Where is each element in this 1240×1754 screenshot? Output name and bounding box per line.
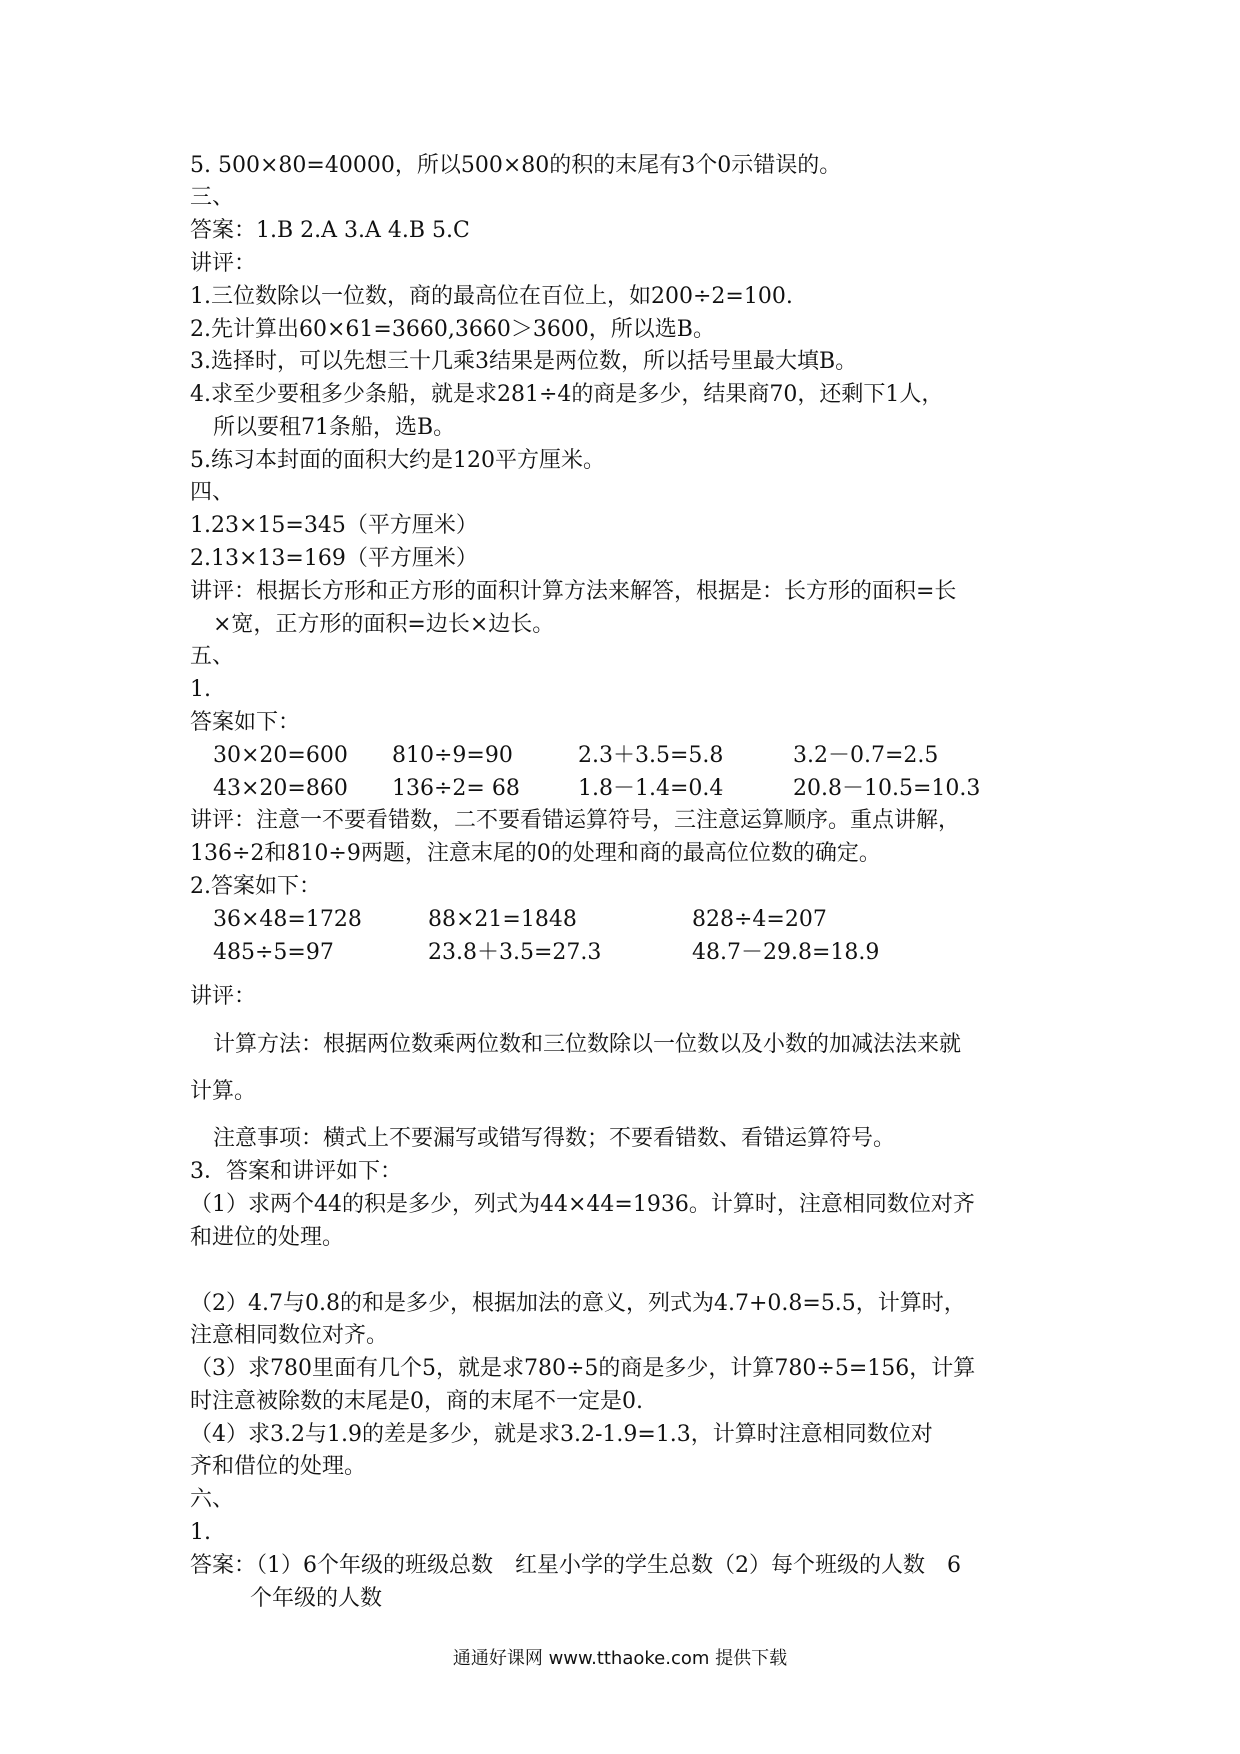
table-cell: 23.8＋3.5=27.3 [428, 940, 602, 965]
text-line: （3）求780里面有几个5，就是求780÷5的商是多少，计算780÷5=156，计算 [190, 1356, 976, 1381]
text-line: 讲评： [190, 251, 257, 276]
table-cell: 828÷4=207 [692, 907, 827, 932]
text-line: 2.答案如下： [190, 874, 321, 899]
text-line: 讲评：根据长方形和正方形的面积计算方法来解答，根据是：长方形的面积=长 [190, 579, 957, 604]
table-cell: 88×21=1848 [428, 907, 577, 932]
text-line: 1.23×15=345（平方厘米） [190, 513, 478, 538]
table-cell: 3.2－0.7=2.5 [793, 743, 939, 768]
text-line: 答案：（1）6个年级的班级总数 红星小学的学生总数（2）每个班级的人数 6 [190, 1553, 961, 1578]
table-cell: 36×48=1728 [213, 907, 362, 932]
text-line: 答案：1.B 2.A 3.A 4.B 5.C [190, 218, 470, 243]
table-cell: 810÷9=90 [392, 743, 513, 768]
section-heading: 四、 [190, 480, 235, 505]
text-line: 注意事项：横式上不要漏写或错写得数；不要看错数、看错运算符号。 [213, 1126, 896, 1151]
table-cell: 30×20=600 [213, 743, 348, 768]
section-heading: 六、 [190, 1487, 235, 1512]
text-line: 齐和借位的处理。 [190, 1454, 367, 1479]
table-cell: 2.3＋3.5=5.8 [578, 743, 724, 768]
text-line: 5.练习本封面的面积大约是120平方厘米。 [190, 448, 605, 473]
table-cell: 20.8－10.5=10.3 [793, 776, 981, 801]
text-line: 个年级的人数 [250, 1586, 383, 1611]
text-line: （2）4.7与0.8的和是多少，根据加法的意义，列式为4.7+0.8=5.5，计算时， [190, 1291, 966, 1316]
table-cell: 48.7－29.8=18.9 [692, 940, 880, 965]
text-line: 答案如下： [190, 710, 301, 735]
text-line: ×宽，正方形的面积=边长×边长。 [213, 612, 555, 637]
section-heading: 五、 [190, 644, 235, 669]
text-line: 1.三位数除以一位数，商的最高位在百位上，如200÷2=100. [190, 284, 793, 309]
text-line: 136÷2和810÷9两题，注意末尾的0的处理和商的最高位位数的确定。 [190, 841, 881, 866]
footer-credit: 通通好课网 www.tthaoke.com 提供下载 [452, 1648, 788, 1669]
table-cell: 1.8－1.4=0.4 [578, 776, 724, 801]
section-heading: 三、 [190, 185, 235, 210]
text-line: 所以要租71条船，选B。 [213, 415, 456, 440]
text-line: 3．答案和讲评如下： [190, 1159, 402, 1184]
text-line: 2.先计算出60×61=3660,3660＞3600，所以选B。 [190, 317, 715, 342]
text-line: 1. [190, 1520, 211, 1545]
text-line: 和进位的处理。 [190, 1225, 345, 1250]
text-line: 计算。 [190, 1079, 257, 1104]
table-cell: 485÷5=97 [213, 940, 334, 965]
text-line: 4.求至少要租多少条船，就是求281÷4的商是多少，结果商70，还剩下1人， [190, 382, 944, 407]
text-line: 2.13×13=169（平方厘米） [190, 546, 478, 571]
text-line: （1）求两个44的积是多少，列式为44×44=1936。计算时，注意相同数位对齐 [190, 1192, 975, 1217]
text-line: 时注意被除数的末尾是0，商的末尾不一定是0. [190, 1389, 643, 1414]
table-cell: 43×20=860 [213, 776, 348, 801]
text-line: 讲评：注意一不要看错数，二不要看错运算符号，三注意运算顺序。重点讲解， [190, 808, 961, 833]
table-cell: 136÷2= 68 [392, 776, 520, 801]
text-line: 注意相同数位对齐。 [190, 1323, 389, 1348]
text-line: 5. 500×80=40000，所以500×80的积的末尾有3个0示错误的。 [190, 153, 842, 178]
text-line: 3.选择时，可以先想三十几乘3结果是两位数，所以括号里最大填B。 [190, 349, 858, 374]
text-line: （4）求3.2与1.9的差是多少，就是求3.2-1.9=1.3，计算时注意相同数位对 [190, 1422, 933, 1447]
text-line: 讲评： [190, 984, 257, 1009]
text-line: 计算方法：根据两位数乘两位数和三位数除以一位数以及小数的加减法法来就 [213, 1032, 962, 1057]
text-line: 1. [190, 677, 211, 702]
